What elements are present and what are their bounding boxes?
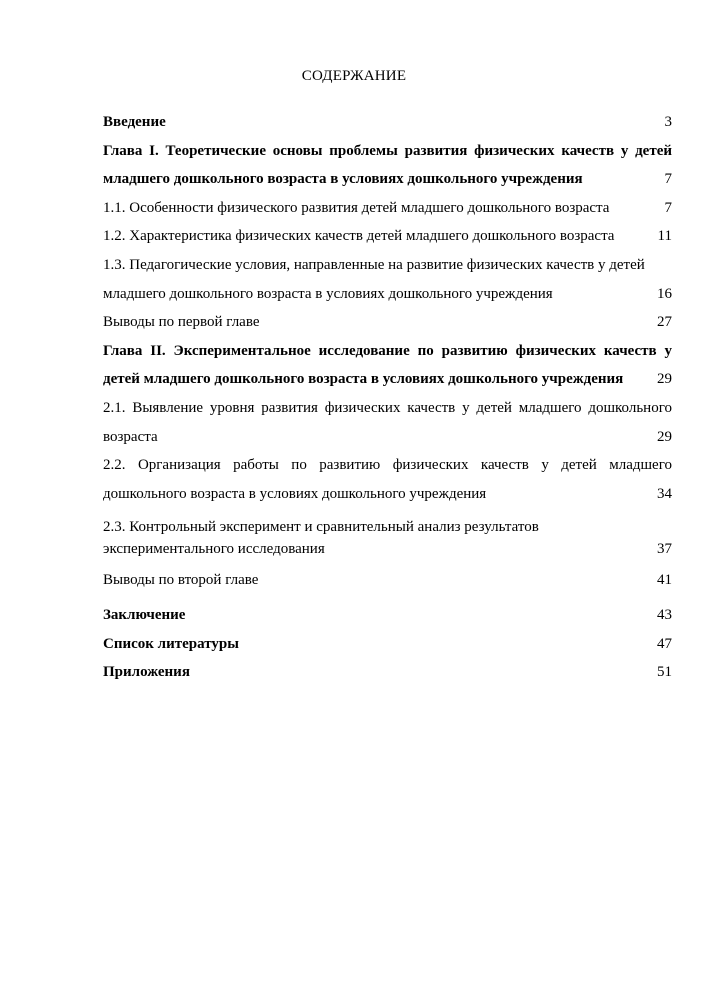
toc-entry-chapter-2: [103, 337, 672, 394]
toc-entry-text: 2.2. Организация работы по развитию физических качеств у детей младшего дошкольного возраста в условиях дошкольного учреждения: [103, 457, 672, 502]
toc-entry-text: 1.2. Характеристика физических качеств детей младшего дошкольного возраста: [103, 228, 615, 245]
toc-page-number: 27: [651, 308, 672, 337]
toc-entry-text: Глава I. Теоретические основы проблемы развития физических качеств у детей младшего дошкольного возраста в условиях дошкольного учреждения: [103, 142, 672, 188]
toc-page-number: 34: [651, 480, 672, 509]
toc-entry-text: Заключение: [103, 606, 186, 623]
toc-entry-section-2-2: [103, 451, 672, 508]
toc-entry-appendices: [103, 658, 672, 687]
toc-entry-text: Выводы по второй главе: [103, 572, 259, 589]
toc-page-number: 16: [651, 280, 672, 309]
toc-entry-section-2-3: [103, 516, 672, 560]
toc-entry-text: 2.1. Выявление уровня развития физических качеств у детей младшего дошкольного возраста: [103, 399, 672, 445]
toc-page-number: 47: [651, 630, 672, 659]
toc-entry-section-2-1: [103, 394, 672, 451]
toc-entry-text: Приложения: [103, 664, 190, 681]
toc-entry-text: Список литературы: [103, 635, 239, 652]
toc-entry-references: [103, 630, 672, 659]
toc-entry-text: Введение: [103, 114, 166, 130]
toc-page-number: 41: [651, 566, 672, 595]
toc-entry-text: Выводы по первой главе: [103, 314, 260, 331]
toc-page-number: 3: [659, 108, 673, 137]
toc-page-number: 37: [651, 538, 672, 560]
toc-entry-text: 1.1. Особенности физического развития детей младшего дошкольного возраста: [103, 199, 610, 216]
table-of-contents: [103, 108, 672, 687]
toc-entry-chapter-1: [103, 137, 672, 194]
toc-page-number: 51: [651, 658, 672, 687]
toc-entry-introduction: [103, 108, 672, 137]
toc-entry-chapter-2-conclusions: [103, 566, 672, 595]
toc-entry-text: 2.3. Контрольный эксперимент и сравнительный анализ результатов экспериментального исследования: [103, 519, 539, 558]
toc-page-number: 29: [651, 423, 672, 452]
toc-page-number: 11: [652, 222, 672, 251]
toc-entry-chapter-1-conclusions: [103, 308, 672, 337]
toc-entry-section-1-3: [103, 251, 672, 308]
toc-entry-text: 1.3. Педагогические условия, направленные на развитие физических качеств у детей младшего дошкольного возраста в условиях дошкольного учреждения: [103, 256, 645, 302]
toc-entry-conclusion: [103, 601, 672, 630]
toc-entry-section-1-2: [103, 222, 672, 251]
toc-entry-text: Глава II. Экспериментальное исследование по развитию физических качеств у детей младшего дошкольного возраста в условиях дошкольного учреждения: [103, 342, 672, 388]
toc-page-number: 7: [659, 165, 673, 194]
page-title: СОДЕРЖАНИЕ: [301, 68, 407, 84]
toc-page-number: 43: [651, 601, 672, 630]
toc-page-number: 7: [659, 194, 673, 223]
toc-entry-section-1-1: [103, 194, 672, 223]
toc-page-number: 29: [651, 365, 672, 394]
